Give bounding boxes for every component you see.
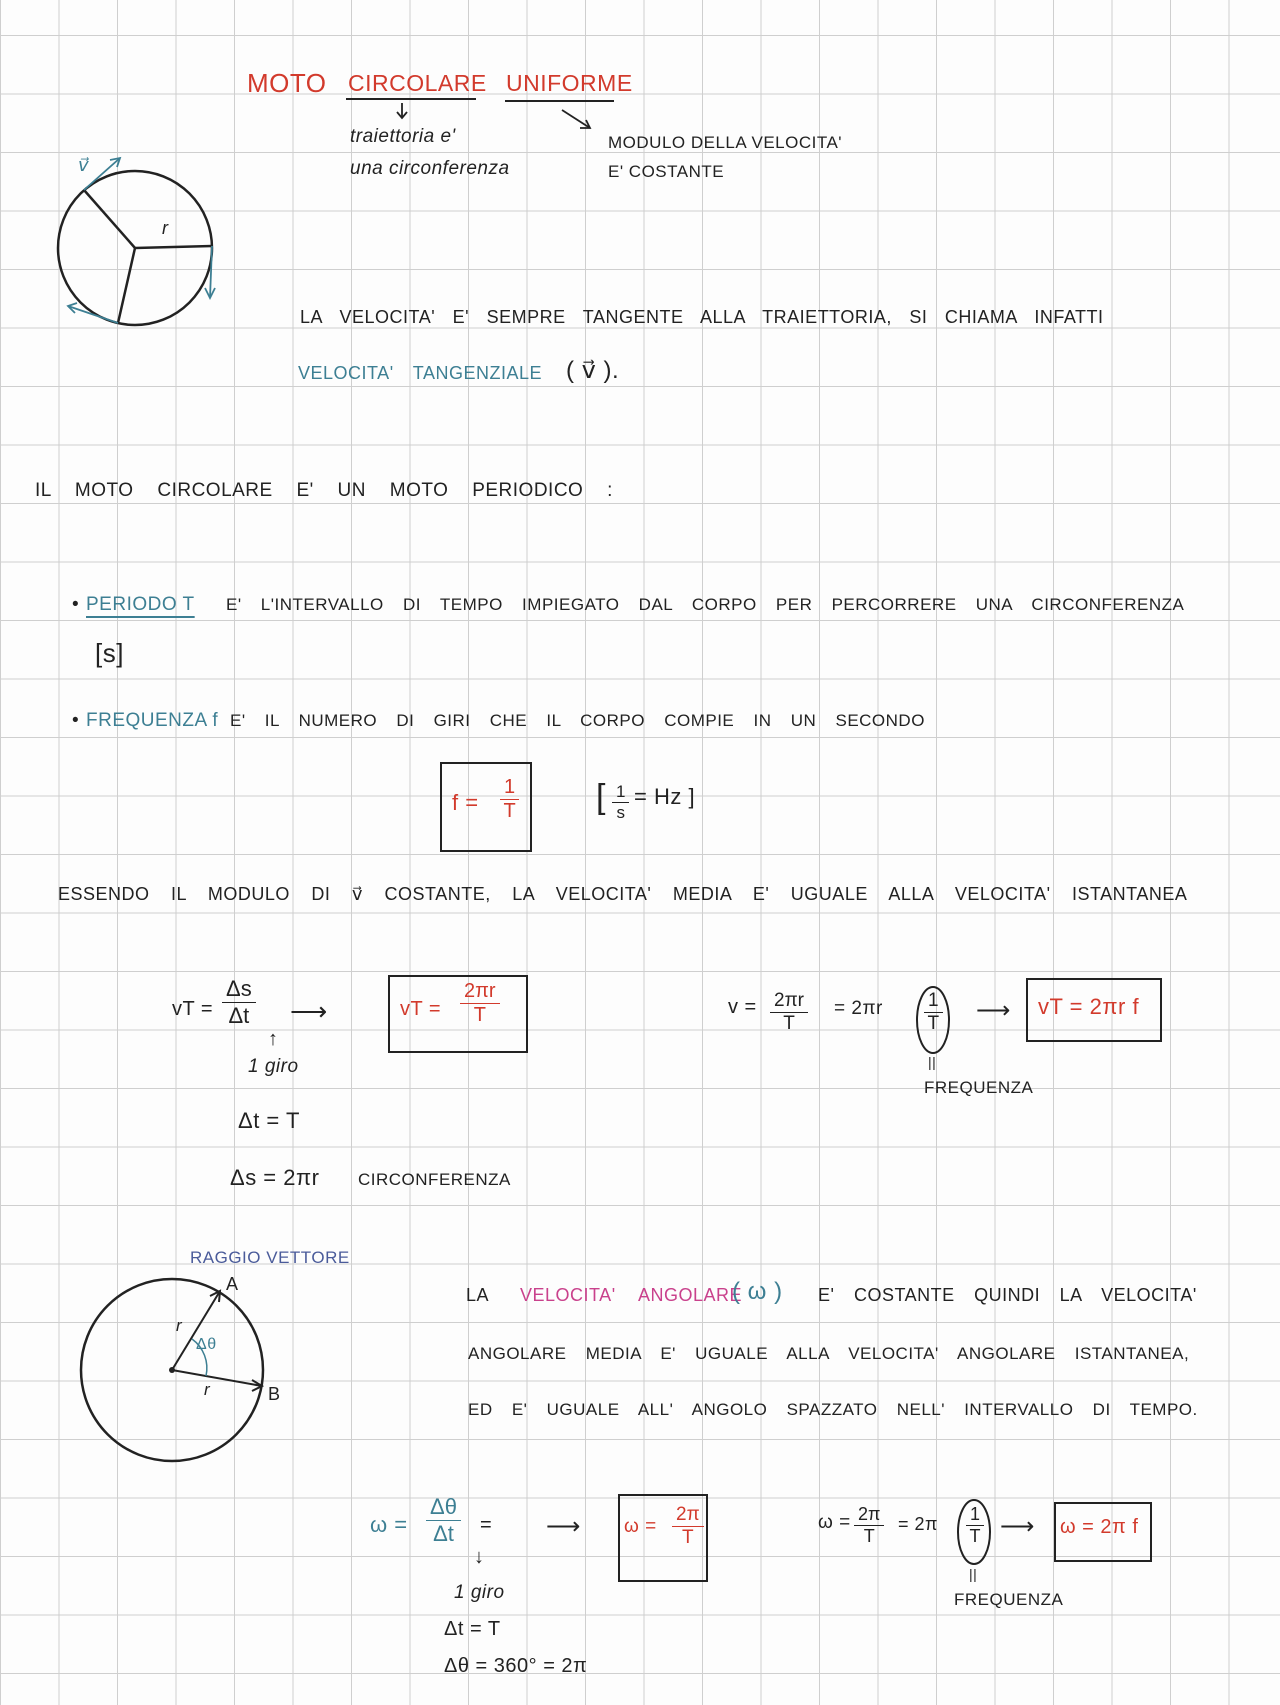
note-velocity-module-2: E' COSTANTE	[608, 162, 725, 181]
diagram2-point-b: B	[268, 1384, 281, 1404]
angular-symbol: ( ω )	[732, 1278, 783, 1305]
omega-rhs-num: 2π	[854, 1504, 884, 1526]
vt-freq-note: FREQUENZA	[924, 1078, 1034, 1097]
period-term: PERIODO T	[86, 594, 195, 615]
frequency-formula-fraction	[500, 776, 519, 823]
omega-box-den: T	[682, 1527, 694, 1548]
circled-fractions	[917, 987, 990, 1564]
omega-freq-note: FREQUENZA	[954, 1590, 1064, 1609]
omega-arrow: ⟶	[546, 1513, 581, 1540]
vt-ds: Δs = 2πr	[230, 1165, 320, 1190]
note-trajectory-1: traiettoria e'	[350, 126, 456, 147]
frequency-unit-den: s	[616, 803, 625, 822]
diagram2-point-a: A	[226, 1274, 239, 1294]
tangent-term: VELOCITA' TANGENZIALE	[298, 363, 542, 383]
omega-box-num: 2π	[672, 1504, 704, 1527]
title-word-uniforme: UNIFORME	[506, 70, 633, 96]
diagram1-vector-label: v⃗	[78, 155, 90, 175]
omega-rhs-lhs: ω =	[818, 1512, 851, 1533]
note-velocity-module-1: MODULO DELLA VELOCITA'	[608, 133, 843, 152]
omega-num: Δθ	[426, 1494, 461, 1521]
vt-box-den: T	[473, 1004, 486, 1026]
vt-rhs-paren-fraction	[924, 990, 943, 1035]
vt-arrow: ⟶	[290, 996, 328, 1026]
tangent-symbol: ( v⃗ ).	[566, 357, 620, 384]
vt-box-num: 2πr	[460, 980, 500, 1004]
diagram1-radius-label: r	[162, 218, 169, 238]
frequency-formula-num: 1	[500, 776, 519, 800]
omega-lhs: ω =	[370, 1512, 408, 1537]
angular-term-angolare: ANGOLARE	[638, 1285, 743, 1305]
omega-freq-mark: ||	[969, 1566, 978, 1582]
frequency-bullet: •	[72, 710, 80, 731]
vt-result: vT = 2πr f	[1038, 994, 1140, 1019]
diagram2-radius-a: r	[176, 1316, 183, 1335]
vt-rhs-eq: = 2πr	[834, 998, 883, 1019]
vt-lhs: vT =	[172, 998, 214, 1020]
omega-fraction	[426, 1494, 461, 1547]
vt-up-arrow: ↑	[268, 1028, 279, 1050]
vt-num: Δs	[222, 976, 256, 1003]
frequency-formula-lhs: f =	[452, 790, 479, 815]
frequency-unit-num: 1	[612, 782, 629, 803]
vt-note-giro: 1 giro	[248, 1056, 299, 1077]
tangent-line-1: LA VELOCITA' E' SEMPRE TANGENTE ALLA TRAIETTORIA, SI CHIAMA INFATTI	[300, 307, 1104, 327]
vt-rhs-lhs: v =	[728, 996, 757, 1018]
frequency-unit-open: [	[596, 778, 606, 816]
omega-box-lhs: ω =	[624, 1516, 657, 1537]
vt-ds-note: CIRCONFERENZA	[358, 1170, 511, 1189]
diagram2-angle: Δθ	[196, 1336, 217, 1353]
omega-dt: Δt = T	[444, 1618, 501, 1640]
frequency-definition: E' IL NUMERO DI GIRI CHE IL CORPO COMPIE IN UN SECONDO	[230, 711, 925, 730]
vt-rhs-fraction	[770, 990, 808, 1035]
note-trajectory-2: una circonferenza	[350, 158, 510, 179]
omega-rhs-fraction	[854, 1504, 884, 1547]
omega-result: ω = 2π f	[1060, 1516, 1139, 1538]
period-bullet: •	[72, 594, 80, 615]
frequency-unit-fraction	[612, 782, 629, 823]
omega-rhs-den: T	[863, 1526, 875, 1546]
omega-rhs-par-den: T	[969, 1526, 981, 1546]
omega-rhs-par-num: 1	[966, 1504, 984, 1526]
frequency-formula-den: T	[503, 800, 516, 822]
angular-term-velocita: VELOCITA'	[520, 1285, 616, 1305]
vt-rhs-den: T	[783, 1013, 795, 1034]
periodic-heading: IL MOTO CIRCOLARE E' UN MOTO PERIODICO :	[35, 480, 613, 501]
vt-rhs-num: 2πr	[770, 990, 808, 1013]
omega-box-fraction	[672, 1504, 704, 1549]
vt-den: Δt	[228, 1003, 250, 1028]
vt-freq-mark: ||	[928, 1054, 937, 1070]
diagram2-radius-b: r	[204, 1380, 211, 1399]
radius-vectors	[172, 1291, 262, 1391]
title-word-moto: MOTO	[247, 68, 327, 98]
frequency-term: FREQUENZA f	[86, 710, 219, 731]
angular-line2: ANGOLARE MEDIA E' UGUALE ALLA VELOCITA' ANGOLARE ISTANTANEA,	[468, 1344, 1190, 1363]
omega-rhs-paren-fraction	[966, 1504, 984, 1547]
frequency-unit-rest: = Hz ]	[634, 784, 696, 809]
omega-down-arrow: ↓	[474, 1546, 485, 1568]
essendo-sentence: ESSENDO IL MODULO DI v⃗ COSTANTE, LA VELOCITA' MEDIA E' UGUALE ALLA VELOCITA' ISTANTANEA	[58, 884, 1188, 904]
vt-fraction	[222, 976, 256, 1029]
vt-rhs-par-num: 1	[924, 990, 943, 1013]
vt-box-fraction	[460, 980, 500, 1027]
title-underlines	[346, 99, 614, 101]
vt-box-lhs: vT =	[400, 998, 442, 1020]
omega-rhs-eq: = 2π	[898, 1514, 938, 1534]
omega-dtheta: Δθ = 360° = 2π	[444, 1655, 588, 1677]
omega-eq: =	[480, 1514, 493, 1536]
angular-line1-la: LA	[466, 1285, 490, 1305]
vt-rhs-par-den: T	[927, 1013, 940, 1034]
vt-dt: Δt = T	[238, 1108, 300, 1133]
title-arrows	[397, 103, 590, 128]
period-unit: [s]	[95, 638, 124, 668]
title-word-circolare: CIRCOLARE	[348, 70, 487, 96]
angular-line3: ED E' UGUALE ALL' ANGOLO SPAZZATO NELL' INTERVALLO DI TEMPO.	[468, 1400, 1198, 1419]
angular-line1-rest: E' COSTANTE QUINDI LA VELOCITA'	[818, 1285, 1197, 1305]
omega-den: Δt	[433, 1521, 454, 1546]
omega-note-giro: 1 giro	[454, 1582, 505, 1603]
diagram2-label: RAGGIO VETTORE	[190, 1248, 350, 1267]
period-definition: E' L'INTERVALLO DI TEMPO IMPIEGATO DAL CORPO PER PERCORRERE UNA CIRCONFERENZA	[226, 595, 1185, 614]
vt-rhs-arrow: ⟶	[976, 997, 1011, 1024]
circle-diagram-1	[58, 171, 212, 325]
omega-rhs-arrow: ⟶	[1000, 1513, 1035, 1540]
